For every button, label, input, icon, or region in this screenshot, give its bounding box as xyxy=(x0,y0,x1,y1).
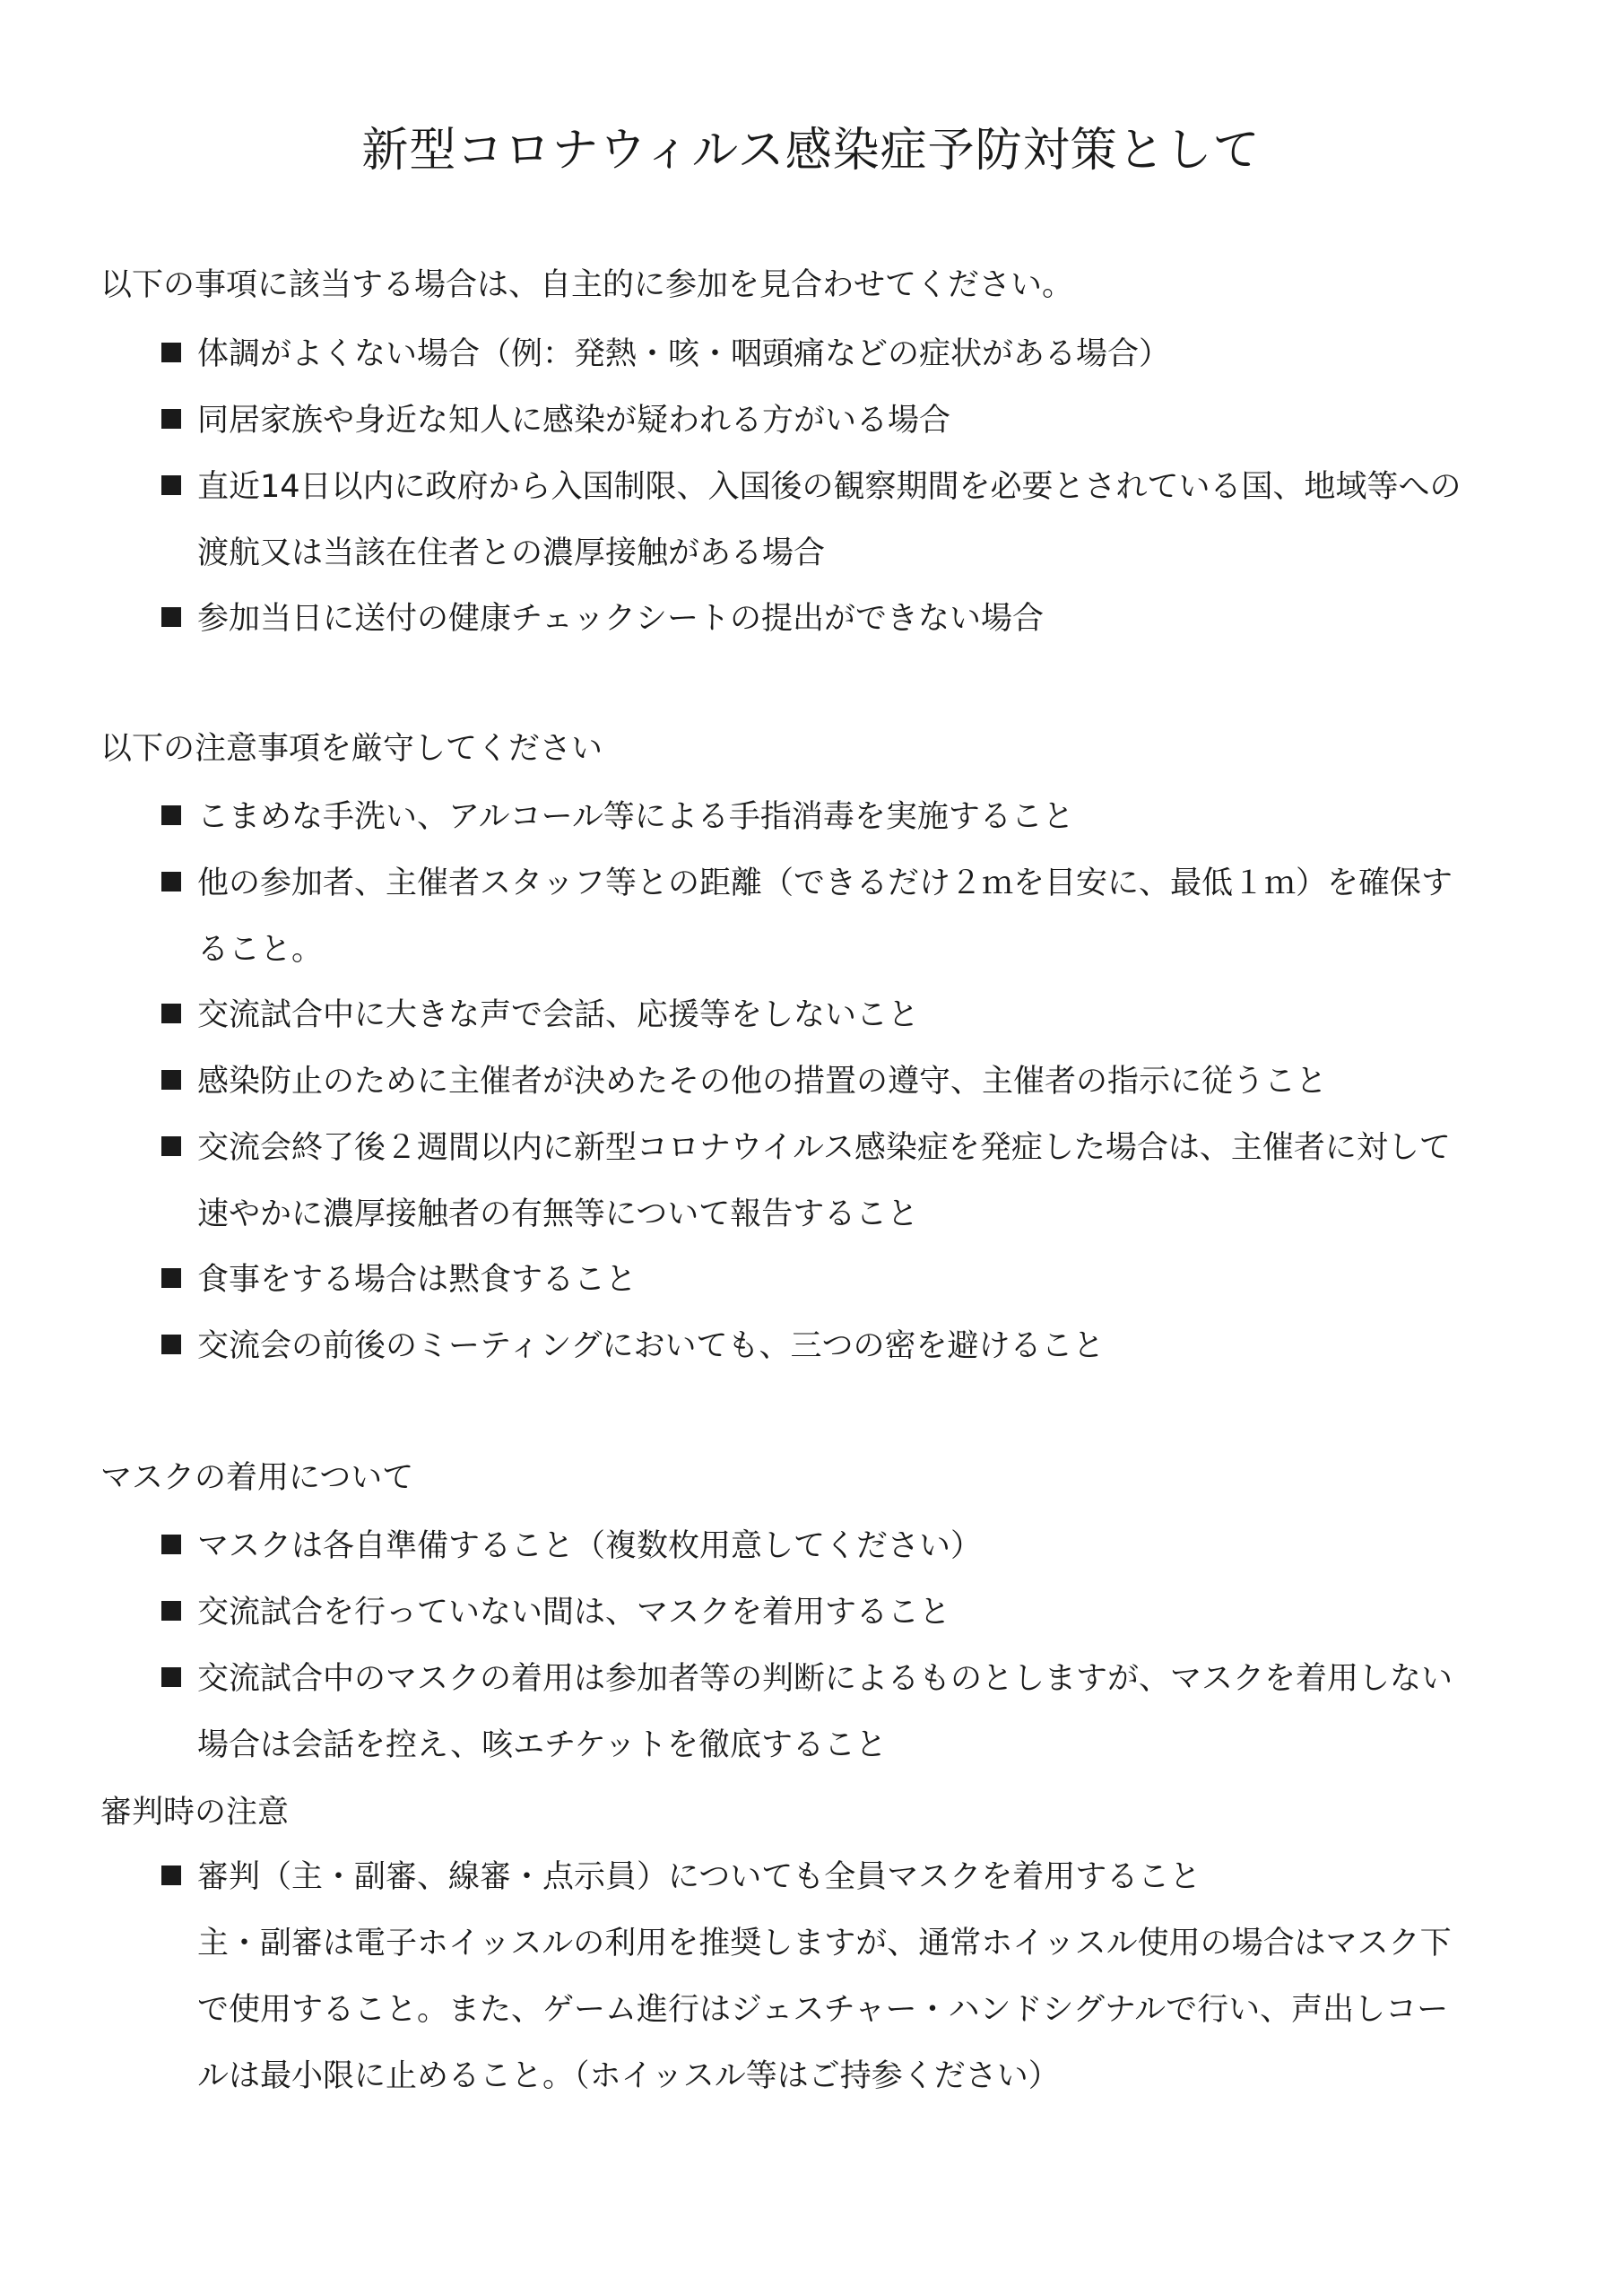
square-bullet-icon xyxy=(161,872,181,891)
page-title: 新型コロナウィルス感染症予防対策として xyxy=(361,124,1261,178)
square-bullet-icon xyxy=(161,475,181,495)
list-item: 参加当日に送付の健康チェックシートの提出ができない場合 xyxy=(161,586,1533,652)
square-bullet-icon xyxy=(161,1136,181,1156)
section-heading-precautions: 以下の注意事項を厳守してください xyxy=(100,731,603,767)
square-bullet-icon xyxy=(161,607,181,627)
list-item: 直近14日以内に政府から入国制限、入国後の観察期間を必要とされている国、地域等への 渡航又は当該在住者との濃厚接触がある場合 xyxy=(161,454,1533,587)
list-item: マスクは各自準備すること（複数枚用意してください） xyxy=(161,1513,1533,1579)
list-item: 交流会終了後２週間以内に新型コロナウイルス感染症を発症した場合は、主催者に対して 速やかに濃厚接触者の有無等について報告すること xyxy=(161,1115,1533,1248)
list-item: 他の参加者、主催者スタッフ等との距離（できるだけ２ｍを目安に、最低１ｍ）を確保す ること。 xyxy=(161,850,1533,983)
list-item: 体調がよくない場合（例：発熱・咳・咽頭痛などの症状がある場合） xyxy=(161,321,1533,387)
section-heading-masks: マスクの着用について xyxy=(100,1460,414,1496)
list-item: 食事をする場合は黙食すること xyxy=(161,1247,1533,1313)
square-bullet-icon xyxy=(161,1667,181,1687)
square-bullet-icon xyxy=(161,1268,181,1288)
list-item: 感染防止のために主催者が決めたその他の措置の遵守、主催者の指示に従うこと xyxy=(161,1048,1533,1115)
list-item: こまめな手洗い、アルコール等による手指消毒を実施すること xyxy=(161,784,1533,850)
square-bullet-icon xyxy=(161,1004,181,1023)
square-bullet-icon xyxy=(161,805,181,825)
square-bullet-icon xyxy=(161,1535,181,1554)
list-item: 交流試合中のマスクの着用は参加者等の判断によるものとしますが、マスクを着用しない 場合は会話を控え、咳エチケットを徹底すること xyxy=(161,1646,1533,1779)
square-bullet-icon xyxy=(161,1866,181,1885)
list-item: 交流試合を行っていない間は、マスクを着用すること xyxy=(161,1579,1533,1646)
list-item: 交流試合中に大きな声で会話、応援等をしないこと xyxy=(161,982,1533,1048)
square-bullet-icon xyxy=(161,1601,181,1621)
list-item: 同居家族や身近な知人に感染が疑われる方がいる場合 xyxy=(161,387,1533,454)
section-heading-self-restraint: 以下の事項に該当する場合は、自主的に参加を見合わせてください。 xyxy=(100,267,1074,303)
list-item: 審判（主・副審、線審・点示員）についても全員マスクを着用すること 主・副審は電子ホイッスルの利用を推奨しますが、通常ホイッスル使用の場合はマスク下 で使用すること。また、ゲーム進行はジェスチャー・ハンドシグナルで行い、声出しコー ルは最小限に止めること。（ホイッスル等はご持参ください） xyxy=(161,1844,1533,2109)
square-bullet-icon xyxy=(161,409,181,429)
square-bullet-icon xyxy=(161,1070,181,1090)
square-bullet-icon xyxy=(161,1335,181,1354)
list-item: 交流会の前後のミーティングにおいても、三つの密を避けること xyxy=(161,1313,1533,1379)
square-bullet-icon xyxy=(161,343,181,362)
section-heading-referee: 審判時の注意 xyxy=(100,1795,290,1831)
